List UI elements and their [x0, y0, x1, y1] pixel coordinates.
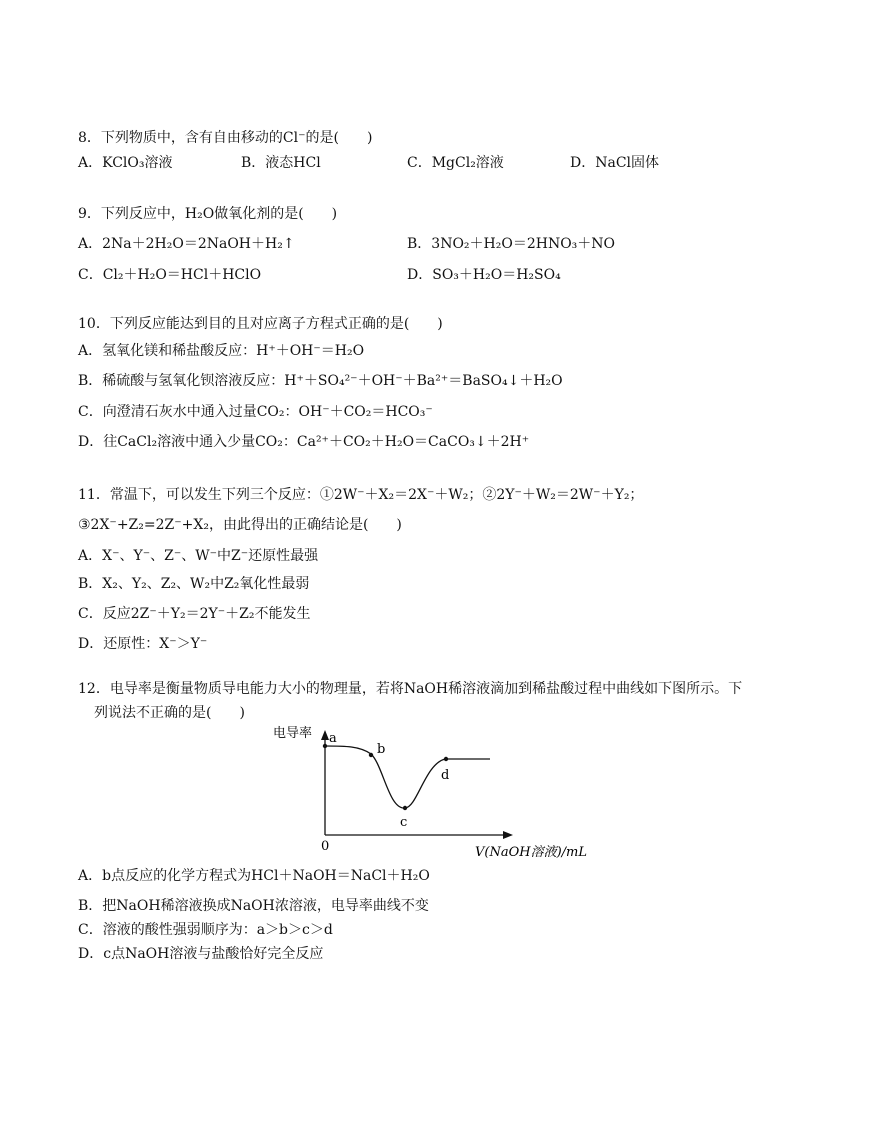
point-d-marker — [444, 757, 448, 761]
y-axis-label: 电导率 — [273, 726, 313, 741]
q9-stem: 9．下列反应中，H₂O做氧化剂的是( ) — [78, 206, 338, 222]
q11-stem-line2: ③2X⁻+Z₂=2Z⁻+X₂，由此得出的正确结论是( ) — [78, 517, 402, 533]
conductivity-figure — [265, 720, 605, 860]
point-a-marker — [323, 744, 327, 748]
q12-stem-line2: 列说法不正确的是( ) — [94, 705, 245, 721]
q8-stem: 8．下列物质中，含有自由移动的Cl⁻的是( ) — [78, 130, 373, 146]
q12-option-b: B．把NaOH稀溶液换成NaOH浓溶液，电导率曲线不变 — [78, 898, 429, 914]
point-c-marker — [403, 806, 407, 810]
q8-option-a: A．KClO₃溶液 — [78, 155, 173, 171]
q10-option-b: B．稀硫酸与氢氧化钡溶液反应：H⁺＋SO₄²⁻＋OH⁻＋Ba²⁺＝BaSO₄↓＋H₂O — [78, 373, 563, 389]
q11-option-d: D．还原性：X⁻＞Y⁻ — [78, 636, 208, 652]
q11-option-a: A．X⁻、Y⁻、Z⁻、W⁻中Z⁻还原性最强 — [78, 548, 319, 564]
q11-stem-line1: 11．常温下，可以发生下列三个反应：①2W⁻＋X₂＝2X⁻＋W₂；②2Y⁻＋W₂＝2W⁻＋Y₂； — [78, 487, 644, 503]
conductivity-curve — [325, 746, 490, 808]
q10-option-c: C．向澄清石灰水中通入过量CO₂：OH⁻＋CO₂＝HCO₃⁻ — [78, 404, 433, 420]
origin-label: 0 — [321, 839, 330, 854]
x-axis-label: V(NaOH溶液)/mL — [475, 845, 587, 860]
q12-option-a: A．b点反应的化学方程式为HCl＋NaOH＝NaCl＋H₂O — [78, 868, 430, 884]
point-a-label: a — [329, 731, 337, 746]
q9-option-a: A．2Na＋2H₂O＝2NaOH＋H₂↑ — [78, 236, 295, 252]
point-b-label: b — [377, 742, 386, 757]
q11-option-b: B．X₂、Y₂、Z₂、W₂中Z₂氧化性最弱 — [78, 576, 310, 592]
q11-option-c: C．反应2Z⁻＋Y₂＝2Y⁻＋Z₂不能发生 — [78, 606, 311, 622]
q8-option-b: B．液态HCl — [241, 155, 321, 171]
q12-stem-line1: 12．电导率是衡量物质导电能力大小的物理量，若将NaOH稀溶液滴加到稀盐酸过程中曲线如下图所示。下 — [78, 681, 743, 697]
point-c-label: c — [400, 815, 408, 830]
q9-option-d: D．SO₃＋H₂O＝H₂SO₄ — [407, 267, 561, 283]
q9-option-b: B．3NO₂＋H₂O＝2HNO₃＋NO — [407, 236, 616, 252]
q10-option-a: A．氢氧化镁和稀盐酸反应：H⁺＋OH⁻＝H₂O — [78, 343, 365, 359]
y-axis-arrow — [321, 730, 329, 740]
point-b-marker — [369, 753, 373, 757]
point-d-label: d — [441, 768, 450, 783]
q9-option-c: C．Cl₂＋H₂O＝HCl＋HClO — [78, 267, 262, 283]
q8-option-d: D．NaCl固体 — [570, 155, 660, 171]
x-axis-arrow — [503, 831, 513, 839]
q10-option-d: D．往CaCl₂溶液中通入少量CO₂：Ca²⁺＋CO₂＋H₂O＝CaCO₃↓＋2H⁺ — [78, 434, 530, 450]
q8-option-c: C．MgCl₂溶液 — [407, 155, 504, 171]
q12-option-c: C．溶液的酸性强弱顺序为：a＞b＞c＞d — [78, 922, 333, 938]
q12-option-d: D．c点NaOH溶液与盐酸恰好完全反应 — [78, 946, 324, 962]
q10-stem: 10．下列反应能达到目的且对应离子方程式正确的是( ) — [78, 316, 443, 332]
